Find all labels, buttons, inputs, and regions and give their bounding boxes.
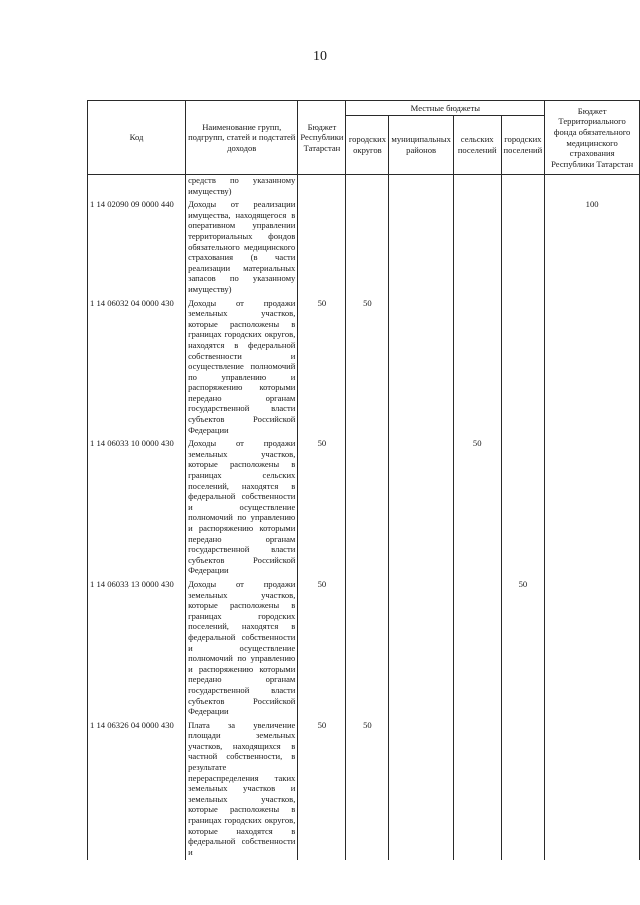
row-territorial-fund xyxy=(545,720,640,861)
header-territorial-fund: Бюджет Территориального фонда обязательного медицинского страхования Республики Татарстан xyxy=(545,101,640,175)
header-city-districts: городских округов xyxy=(346,116,389,175)
table-row xyxy=(88,175,640,200)
row-territorial-fund xyxy=(545,438,640,579)
row-rural-settlements xyxy=(453,579,501,720)
row-territorial-fund xyxy=(545,298,640,439)
row-municipal-districts xyxy=(389,199,454,297)
row-municipal-districts xyxy=(389,720,454,861)
row-budget-rt: 50 xyxy=(298,720,346,861)
row-code: 1 14 06033 10 0000 430 xyxy=(88,438,186,579)
row-budget-rt xyxy=(298,175,346,200)
row-code: 1 14 06326 04 0000 430 xyxy=(88,720,186,861)
row-code: 1 14 02090 09 0000 440 xyxy=(88,199,186,297)
row-name: Доходы от продажи земельных участков, которые расположены в границах городских округов, находятся в федеральной собственности и осуществление полномочий по управлению и распоряжению которыми передано органам государственной власти субъектов Российской Федерации xyxy=(186,298,298,439)
row-city-districts xyxy=(346,579,389,720)
table-row xyxy=(88,579,640,720)
row-name: Доходы от продажи земельных участков, которые расположены в границах сельских поселений, находятся в федеральной собственности и осуществление полномочий по управлению и распоряжению которыми передано органам государственной власти субъектов Российской Федерации xyxy=(186,438,298,579)
row-city-districts: 50 xyxy=(346,720,389,861)
row-rural-settlements xyxy=(453,720,501,861)
row-code: 1 14 06033 13 0000 430 xyxy=(88,579,186,720)
row-urban-settlements xyxy=(501,199,545,297)
header-code: Код xyxy=(88,101,186,175)
table-row xyxy=(88,438,640,579)
row-rural-settlements xyxy=(453,298,501,439)
row-territorial-fund xyxy=(545,579,640,720)
row-territorial-fund xyxy=(545,175,640,200)
row-name: средств по указанному имуществу) xyxy=(186,175,298,200)
row-urban-settlements xyxy=(501,720,545,861)
row-city-districts xyxy=(346,175,389,200)
header-name: Наименование групп, подгрупп, статей и подстатей доходов xyxy=(186,101,298,175)
revenue-distribution-table xyxy=(87,100,640,860)
row-rural-settlements xyxy=(453,175,501,200)
row-urban-settlements xyxy=(501,298,545,439)
row-code: 1 14 06032 04 0000 430 xyxy=(88,298,186,439)
header-local-budgets: Местные бюджеты xyxy=(346,101,545,116)
row-name: Доходы от продажи земельных участков, которые расположены в границах городских поселений, находятся в федеральной собственности и осуществление полномочий по управлению и распоряжению которыми передано органам государственной власти субъектов Российской Федерации xyxy=(186,579,298,720)
row-budget-rt: 50 xyxy=(298,438,346,579)
row-budget-rt: 50 xyxy=(298,579,346,720)
row-name: Плата за увеличение площади земельных участков, находящихся в частной собственности, в результате перераспределения таких земельных участков и земельных участков, которые расположены в границах городских округов, которые находятся в федеральной собственности и xyxy=(186,720,298,861)
row-municipal-districts xyxy=(389,298,454,439)
row-rural-settlements: 50 xyxy=(453,438,501,579)
row-code xyxy=(88,175,186,200)
row-municipal-districts xyxy=(389,438,454,579)
row-city-districts xyxy=(346,199,389,297)
row-urban-settlements xyxy=(501,175,545,200)
row-urban-settlements xyxy=(501,438,545,579)
page-number: 10 xyxy=(313,49,327,64)
table-row xyxy=(88,199,640,297)
table-row xyxy=(88,720,640,861)
row-budget-rt xyxy=(298,199,346,297)
header-rural-settlements: сельских поселений xyxy=(453,116,501,175)
row-budget-rt: 50 xyxy=(298,298,346,439)
row-municipal-districts xyxy=(389,579,454,720)
row-rural-settlements xyxy=(453,199,501,297)
row-city-districts xyxy=(346,438,389,579)
row-name: Доходы от реализации имущества, находящегося в оперативном управлении территориальных фондов обязательного медицинского страхования (в части реализации материальных запасов по указанному имуществу) xyxy=(186,199,298,297)
row-city-districts: 50 xyxy=(346,298,389,439)
header-budget-rt: Бюджет Республики Татарстан xyxy=(298,101,346,175)
row-urban-settlements: 50 xyxy=(501,579,545,720)
row-municipal-districts xyxy=(389,175,454,200)
header-municipal-districts: муниципальных районов xyxy=(389,116,454,175)
header-urban-settlements: городских поселений xyxy=(501,116,545,175)
row-territorial-fund: 100 xyxy=(545,199,640,297)
table-row xyxy=(88,298,640,439)
